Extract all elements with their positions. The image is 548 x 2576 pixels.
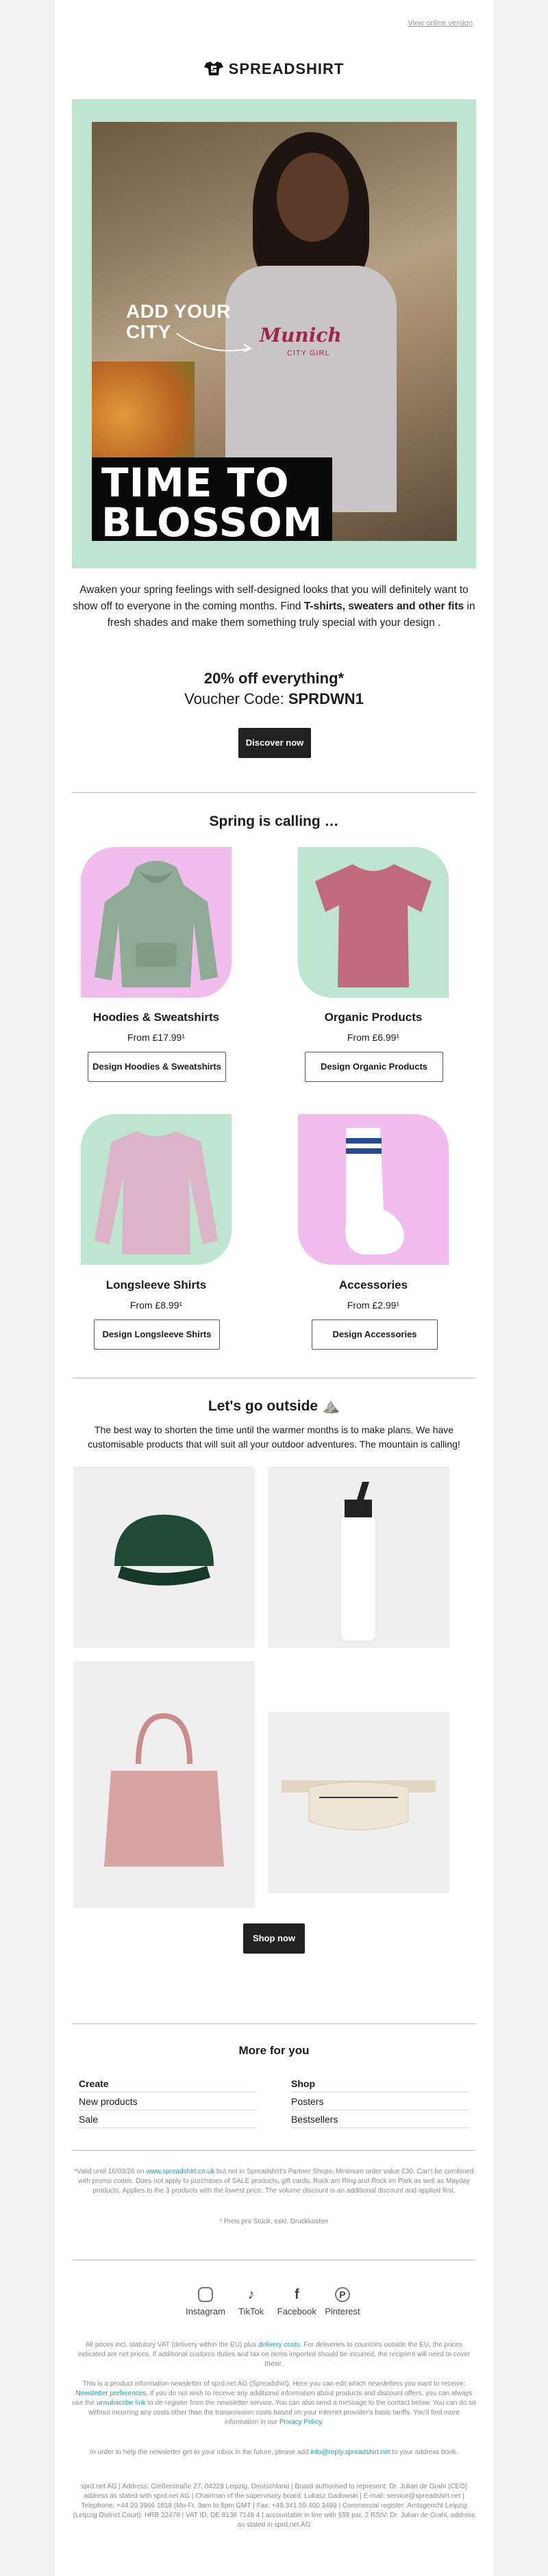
card-price: From £8.99¹ <box>129 1300 183 1311</box>
cap-icon <box>73 1467 255 1648</box>
outside-title: Let's go outside ⛰️ <box>208 1398 340 1414</box>
more-link[interactable]: Bestsellers <box>291 2110 469 2128</box>
hero-photo <box>92 122 457 541</box>
social-facebook[interactable]: f Facebook <box>277 2287 316 2316</box>
delivery-costs-link[interactable]: delivery costs <box>258 2341 300 2349</box>
card-price: From £6.99¹ <box>347 1032 400 1043</box>
product-cap[interactable] <box>73 1467 255 1648</box>
model-face <box>277 153 349 242</box>
pinterest-icon: P <box>335 2287 350 2302</box>
design-organic-button[interactable]: Design Organic Products <box>305 1052 443 1082</box>
social-tiktok[interactable]: ♪ TikTok <box>238 2287 264 2316</box>
more-link[interactable]: Create <box>79 2075 257 2093</box>
outside-text: The best way to shorten the time until the warmer months is to make plans. We have customisable products that will suit all your outdoor adventures. The mountain is calling! <box>88 1424 460 1450</box>
socks-image[interactable] <box>298 1114 449 1265</box>
tshirt-print-script: Munich <box>260 324 342 346</box>
more-column-right <box>291 2075 469 2128</box>
design-longsleeve-button[interactable]: Design Longsleeve Shirts <box>94 1319 220 1350</box>
headline-line-1: TIME TO <box>101 459 290 506</box>
arrow-icon <box>174 329 256 357</box>
newsletter-preferences-link[interactable]: Newsletter preferences <box>75 2390 147 2397</box>
card-name: Organic Products <box>324 1011 423 1024</box>
offer-headline: 20% off everything* <box>203 670 345 687</box>
email-body <box>55 0 493 2576</box>
social-instagram[interactable]: Instagram <box>185 2287 226 2316</box>
voucher-line: Voucher Code: SPRDWN1 <box>184 690 364 707</box>
product-belt-bag[interactable] <box>268 1712 449 1893</box>
newsletter-info-text: This is a product information newsletter of sprd.net AG (Spreadshirt). Here you can edit which newsletters you want to receive: Newsletter preferences. If you do not wish to receive any additional information about products and discount offers, you can always use the unsubscribe link to de-register from the newsletter service. You can also send a message to the contact below. You can do so without incurring any costs other than the transmission costs based on your internet provider's basic tariffs. You'll find more information in our Privacy Policy. <box>72 2380 476 2426</box>
belt-bag-icon <box>268 1712 449 1893</box>
intro-bold: T-shirts, sweaters and other fits <box>303 601 464 612</box>
brand-name: SPREADSHIRT <box>228 60 345 77</box>
vat-text: All prices incl. statutory VAT (delivery within the EU) plus delivery costs. For deliveries to countries outside the EU, the prices indicated are net prices. If additional customs duties and tax on items imported should be incurred, the recipient will need to cover these. <box>77 2341 471 2368</box>
product-tote[interactable] <box>73 1661 255 1908</box>
divider <box>72 2023 476 2024</box>
more-link[interactable]: Sale <box>79 2110 257 2128</box>
spreadshirt-logo-icon <box>204 62 223 77</box>
hoodie-icon <box>81 847 232 998</box>
privacy-policy-link[interactable]: Privacy Policy <box>279 2419 322 2426</box>
card-name: Accessories <box>338 1278 408 1291</box>
tshirt-icon <box>298 847 449 998</box>
hero-banner[interactable] <box>72 99 476 568</box>
longsleeve-image[interactable] <box>81 1114 232 1265</box>
card-price: From £17.99¹ <box>127 1032 186 1043</box>
discover-now-button[interactable]: Discover now <box>238 728 311 758</box>
address-book-text: In order to help the newsletter get to your inbox in the future, please add info@reply.spreadshirt.net to your address book. <box>90 2449 458 2456</box>
brand-logo[interactable] <box>55 60 493 78</box>
socks-icon <box>298 1114 449 1265</box>
card-name: Longsleeve Shirts <box>105 1278 207 1291</box>
social-pinterest[interactable]: P Pinterest <box>322 2287 363 2316</box>
add-your-city-line-1: ADD YOUR <box>126 301 231 322</box>
card-price: From £2.99¹ <box>347 1300 400 1311</box>
more-column-left <box>79 2075 257 2128</box>
facebook-icon: f <box>294 2287 299 2302</box>
instagram-icon <box>198 2287 213 2302</box>
hoodie-image[interactable] <box>81 847 232 998</box>
intro-text: Awaken your spring feelings with self-designed looks that you will definitely want to show off to everyone in the coming months. Find T-shirts, sweaters and other fits in fresh shades and make them something truly special with your design . <box>73 584 475 629</box>
divider <box>72 792 476 793</box>
voucher-code: SPRDWN1 <box>288 690 364 707</box>
more-title: More for you <box>238 2044 310 2057</box>
water-bottle-icon <box>268 1467 449 1648</box>
add-your-city-line-2: CITY <box>126 321 171 342</box>
card-name: Hoodies & Sweatshirts <box>92 1011 220 1024</box>
terms-text: *Valid until 16/03/26 on www.spreadshirt.co.uk but not in Spreadshirt's Partner Shops. Minimum order value £30. Can't be combined with promo codes. Does not apply to purchases of SALE products, gift cards, Rock am Ring and Rock im Park as well as Mayday products. Applies to the 3 products with the lowest price. The volume discount is an additional discount and applied first. <box>74 2168 474 2195</box>
more-link[interactable]: Shop <box>291 2075 469 2093</box>
shop-link[interactable]: www.spreadshirt.co.uk <box>146 2168 215 2175</box>
divider <box>72 2150 476 2151</box>
more-link[interactable]: New products <box>79 2093 257 2110</box>
view-online-link[interactable]: View online version <box>408 19 473 27</box>
reply-email-link[interactable]: info@reply.spreadshirt.net <box>310 2449 390 2456</box>
headline-box <box>92 457 332 541</box>
spring-title: Spring is calling … <box>209 813 339 829</box>
design-hoodies-button[interactable]: Design Hoodies & Sweatshirts <box>88 1052 226 1082</box>
tshirt-image[interactable] <box>298 847 449 998</box>
unsubscribe-link[interactable]: unsubscribe link <box>96 2399 146 2407</box>
design-accessories-button[interactable]: Design Accessories <box>312 1319 438 1350</box>
prices-note: ¹ Preis pro Stück, exkl. Druckkosten <box>219 2218 329 2225</box>
tshirt-print-subline: CITY GIRL <box>287 349 330 357</box>
headline-line-2: BLOSSOM <box>101 499 323 541</box>
longsleeve-icon <box>81 1114 232 1265</box>
product-bottle[interactable] <box>268 1467 449 1648</box>
shop-now-button[interactable]: Shop now <box>243 1923 305 1954</box>
more-link[interactable]: Posters <box>291 2093 469 2110</box>
tote-bag-icon <box>73 1661 255 1908</box>
social-links <box>185 2287 363 2316</box>
legal-text: sprd.net AG | Address: Gießerstraße 27, 04229 Leipzig, Deutschland | Board authorised to represent: Dr. Julian de Grahl (CEO) address as stated with sprd.net AG | Chairman of the supervisory board: Lukasz Gadowski | E-mail: service@spreadshirt.net | Telephone: +44 20 3966 1818 (Mo-Fr, 9am to 5pm GMT | Fax: +49 341 59 400 3499 | Commercial register: Amtsgericht Leipzig (Leipzig District Court): HRB 22478 | VAT ID: DE 8138 7149 4 | accountable in line with §55 par. 2 RStV: Dr. Julian de Grahl, address as stated in sprd.net AG <box>73 2483 475 2529</box>
tiktok-icon: ♪ <box>247 2287 255 2302</box>
